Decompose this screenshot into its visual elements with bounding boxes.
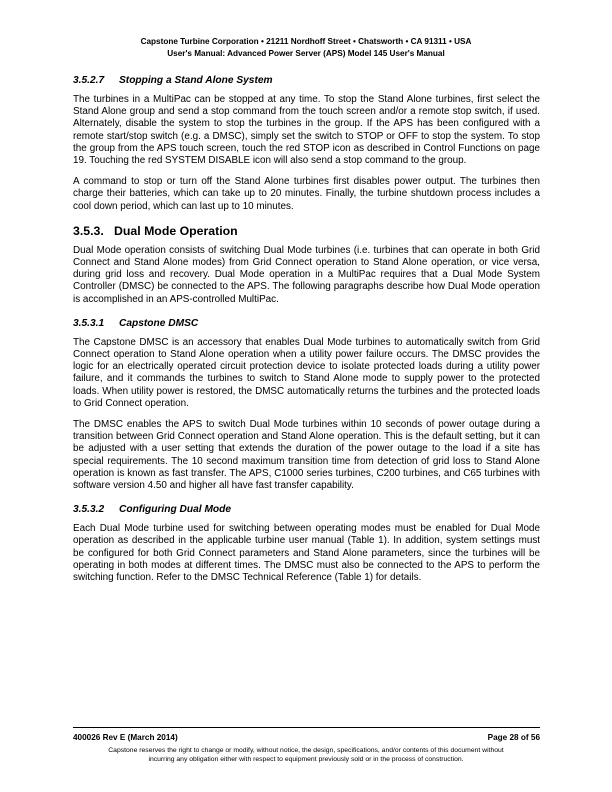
section-number: 3.5.3.1 — [73, 317, 105, 329]
disclaimer-line: incurring any obligation either with respect to equipment previously sold or in the process of construction. — [148, 756, 464, 763]
section-number: 3.5.3. — [73, 223, 104, 238]
header-manual-title: User's Manual: Advanced Power Server (APS) Model 145 User's Manual — [167, 49, 445, 58]
section-title: Capstone DMSC — [119, 317, 199, 329]
paragraph: Each Dual Mode turbine used for switching between operating modes must be enabled for Dual Mode operation as described in the applicable turbine user manual (Table 1). In addition, system settings must be configured for both Grid Connect parameters and Stand Alone parameters, since the turbines will be operating in both modes at different times. The DMSC must also be connected to the APS to perform the switching function. Refer to the DMSC Technical Reference (Table 1) for details. — [73, 523, 540, 584]
paragraph: The Capstone DMSC is an accessory that enables Dual Mode turbines to automatically switch from Grid Connect operation to Stand Alone operation when a utility power failure occurs. The DMSC provides the logic for an electrically operated circuit protection device to isolate protected loads during a utility power failure, and it commands the turbines to switch to Stand Alone mode to supply power to the protected loads. When utility power is restored, the DMSC automatically returns the turbines and the protected loads to Grid Connect operation. — [73, 336, 540, 409]
page-number: Page 28 of 56 — [487, 733, 540, 742]
section-title: Stopping a Stand Alone System — [119, 75, 273, 86]
section-heading-capstone-dmsc — [73, 317, 540, 330]
document-id: 400026 Rev E (March 2014) — [73, 733, 178, 742]
paragraph: Dual Mode operation consists of switching Dual Mode turbines (i.e. turbines that can operate in both Grid Connect and Stand Alone modes) from Grid Connect operation to Stand Alone operation, or vice versa, during grid loss and recovery. Dual Mode operation in a MultiPac requires that a Dual Mode System Controller (DMSC) be connected to the APS. The following paragraphs describe how Dual Mode operation is accomplished in an APS-controlled MultiPac. — [73, 244, 540, 305]
section-heading-stopping-stand-alone — [73, 74, 540, 87]
section-heading-dual-mode-operation — [73, 224, 540, 239]
page-content — [73, 74, 540, 584]
footer-disclaimer — [60, 746, 552, 764]
section-number: 3.5.2.7 — [73, 75, 105, 86]
page-header — [0, 36, 612, 60]
section-heading-configuring-dual-mode — [73, 503, 540, 516]
paragraph: The turbines in a MultiPac can be stopped at any time. To stop the Stand Alone turbines, first select the Stand Alone group and send a stop command from the touch screen and/or a remote stop switch, if used. Alternately, disable the system to stop the turbines in the group. If the APS has been configured with a remote start/stop switch (e.g. a DMSC), simply set the switch to STOP or OFF to stop the system. To stop the group from the APS touch screen, touch the red STOP icon as described in Control Functions on page 19. Touching the red SYSTEM DISABLE icon will also send a stop command to the group. — [73, 94, 540, 167]
disclaimer-line: Capstone reserves the right to change or modify, without notice, the design, specifications, and/or contents of this document without — [108, 747, 504, 754]
section-title: Configuring Dual Mode — [119, 504, 232, 516]
section-title: Dual Mode Operation — [114, 223, 238, 238]
header-company-line: Capstone Turbine Corporation • 21211 Nordhoff Street • Chatsworth • CA 91311 • USA — [140, 37, 472, 46]
paragraph: A command to stop or turn off the Stand Alone turbines first disables power output. The turbines then charge their batteries, which can take up to 20 minutes. Finally, the turbine shutdown process includes a cool down period, which can last up to 10 minutes. — [73, 176, 540, 212]
footer-divider — [73, 727, 540, 728]
paragraph: The DMSC enables the APS to switch Dual Mode turbines within 10 seconds of power outage during a transition between Grid Connect operation and Stand Alone operation. This is the default setting, but it can be adjusted with a user setting that extends the duration of the power outage to the load if a site has special requirements. The 10 second maximum transition time from detection of grid loss to Stand Alone operation is known as fast transfer. The APS, C1000 series turbines, C200 turbines, and C65 turbines with software version 4.50 and higher all have fast transfer capability. — [73, 419, 540, 492]
section-number: 3.5.3.2 — [73, 504, 105, 516]
